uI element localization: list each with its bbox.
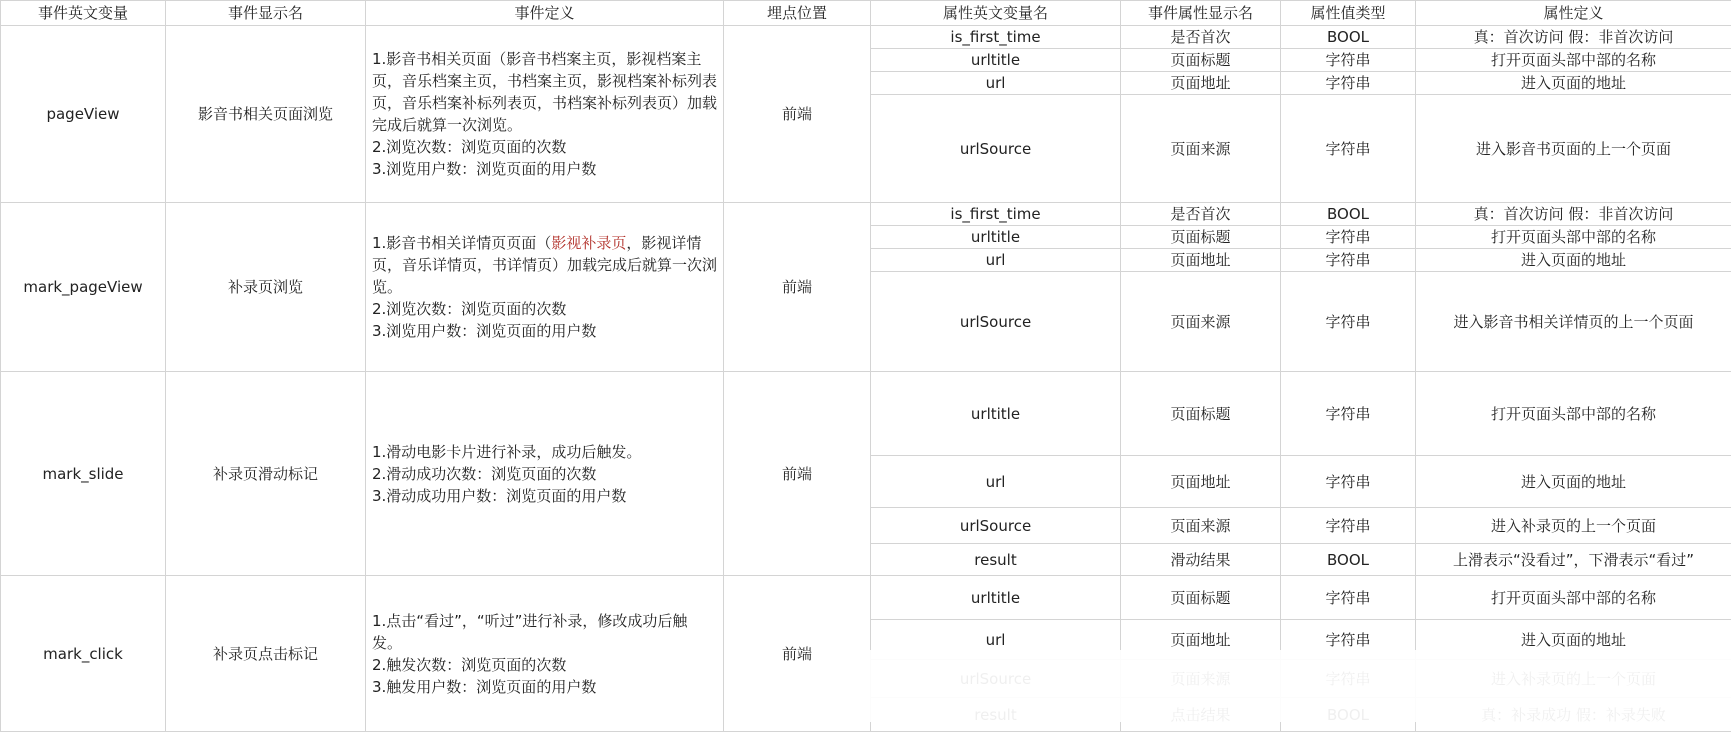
- table-row: [1, 576, 1731, 620]
- prop-def-cell[interactable]: 打开页面头部中部的名称: [1416, 372, 1731, 456]
- event-definition-cell[interactable]: [366, 372, 724, 576]
- prop-type-cell[interactable]: 字符串: [1281, 272, 1416, 372]
- prop-def-cell[interactable]: 进入影音书相关详情页的上一个页面: [1416, 272, 1731, 372]
- definition-line: 3.浏览用户数：浏览页面的用户数: [372, 158, 717, 180]
- event-name-cell[interactable]: mark_click: [1, 576, 166, 732]
- event-display-cell[interactable]: 补录页滑动标记: [166, 372, 366, 576]
- event-name-cell[interactable]: pageView: [1, 26, 166, 203]
- prop-type-cell[interactable]: BOOL: [1281, 26, 1416, 49]
- prop-def-cell[interactable]: 打开页面头部中部的名称: [1416, 226, 1731, 249]
- prop-display-cell[interactable]: 页面地址: [1121, 72, 1281, 95]
- prop-display-cell[interactable]: 页面标题: [1121, 226, 1281, 249]
- event-definition-cell[interactable]: [366, 26, 724, 203]
- prop-display-cell[interactable]: 页面标题: [1121, 49, 1281, 72]
- prop-var-cell[interactable]: url: [871, 249, 1121, 272]
- prop-display-cell[interactable]: 页面来源: [1121, 272, 1281, 372]
- event-definition-cell[interactable]: [366, 203, 724, 372]
- header-cell[interactable]: 属性定义: [1416, 1, 1731, 26]
- header-row: [1, 1, 1731, 26]
- event-location-cell[interactable]: 前端: [724, 576, 871, 732]
- prop-type-cell[interactable]: 字符串: [1281, 72, 1416, 95]
- prop-def-cell[interactable]: 进入页面的地址: [1416, 456, 1731, 508]
- prop-var-cell[interactable]: urlSource: [871, 272, 1121, 372]
- prop-display-cell[interactable]: 页面标题: [1121, 576, 1281, 620]
- event-definition-cell[interactable]: [366, 576, 724, 732]
- prop-display-cell[interactable]: 页面地址: [1121, 620, 1281, 660]
- prop-def-cell[interactable]: 打开页面头部中部的名称: [1416, 49, 1731, 72]
- prop-var-cell[interactable]: urlSource: [871, 508, 1121, 544]
- definition-line: 3.浏览用户数：浏览页面的用户数: [372, 320, 717, 342]
- prop-type-cell[interactable]: 字符串: [1281, 249, 1416, 272]
- definition-text: 1.影音书相关详情页页面（: [372, 234, 551, 252]
- definition-line: 3.滑动成功用户数：浏览页面的用户数: [372, 485, 717, 507]
- header-cell[interactable]: 埋点位置: [724, 1, 871, 26]
- prop-display-cell[interactable]: 是否首次: [1121, 26, 1281, 49]
- watermark-overlay: [868, 650, 1731, 722]
- prop-display-cell[interactable]: 页面地址: [1121, 456, 1281, 508]
- prop-display-cell[interactable]: 页面地址: [1121, 249, 1281, 272]
- prop-type-cell[interactable]: 字符串: [1281, 226, 1416, 249]
- table-row: [1, 26, 1731, 49]
- prop-var-cell[interactable]: url: [871, 620, 1121, 660]
- prop-var-cell[interactable]: urltitle: [871, 49, 1121, 72]
- prop-var-cell[interactable]: url: [871, 456, 1121, 508]
- definition-line: [372, 232, 717, 298]
- prop-type-cell[interactable]: BOOL: [1281, 544, 1416, 576]
- prop-var-cell[interactable]: is_first_time: [871, 26, 1121, 49]
- definition-line: 2.滑动成功次数：浏览页面的次数: [372, 463, 717, 485]
- event-display-cell[interactable]: 补录页点击标记: [166, 576, 366, 732]
- prop-def-cell[interactable]: 进入影音书页面的上一个页面: [1416, 95, 1731, 203]
- definition-line: 3.触发用户数：浏览页面的用户数: [372, 676, 717, 698]
- prop-type-cell[interactable]: 字符串: [1281, 456, 1416, 508]
- event-location-cell[interactable]: 前端: [724, 26, 871, 203]
- header-cell[interactable]: 事件定义: [366, 1, 724, 26]
- header-cell[interactable]: 事件属性显示名: [1121, 1, 1281, 26]
- event-display-cell[interactable]: 影音书相关页面浏览: [166, 26, 366, 203]
- event-display-cell[interactable]: 补录页浏览: [166, 203, 366, 372]
- definition-line: 2.触发次数：浏览页面的次数: [372, 654, 717, 676]
- prop-type-cell[interactable]: 字符串: [1281, 49, 1416, 72]
- prop-def-cell[interactable]: 进入补录页的上一个页面: [1416, 508, 1731, 544]
- prop-display-cell[interactable]: 页面来源: [1121, 508, 1281, 544]
- header-cell[interactable]: 属性英文变量名: [871, 1, 1121, 26]
- prop-def-cell[interactable]: 打开页面头部中部的名称: [1416, 576, 1731, 620]
- definition-line: 1.影音书相关页面（影音书档案主页，影视档案主页，音乐档案主页，书档案主页，影视档案补标列表页，音乐档案补标列表页，书档案补标列表页）加载完成后就算一次浏览。: [372, 48, 717, 136]
- prop-var-cell[interactable]: urlSource: [871, 95, 1121, 203]
- table-row: [1, 203, 1731, 226]
- prop-type-cell[interactable]: BOOL: [1281, 203, 1416, 226]
- prop-type-cell[interactable]: 字符串: [1281, 372, 1416, 456]
- prop-def-cell[interactable]: 进入页面的地址: [1416, 620, 1731, 660]
- highlighted-text: 影视补录页: [551, 234, 626, 252]
- header-cell[interactable]: 事件英文变量: [1, 1, 166, 26]
- prop-type-cell[interactable]: 字符串: [1281, 620, 1416, 660]
- prop-var-cell[interactable]: is_first_time: [871, 203, 1121, 226]
- definition-text: ，影视详情页，音乐详情页，书详情页）加载完成后就算一次浏览。: [372, 234, 717, 296]
- definition-line: 2.浏览次数：浏览页面的次数: [372, 136, 717, 158]
- definition-line: 2.浏览次数：浏览页面的次数: [372, 298, 717, 320]
- prop-type-cell[interactable]: 字符串: [1281, 95, 1416, 203]
- event-name-cell[interactable]: mark_pageView: [1, 203, 166, 372]
- prop-def-cell[interactable]: 进入页面的地址: [1416, 72, 1731, 95]
- prop-type-cell[interactable]: 字符串: [1281, 508, 1416, 544]
- event-location-cell[interactable]: 前端: [724, 372, 871, 576]
- prop-var-cell[interactable]: urltitle: [871, 372, 1121, 456]
- header-cell[interactable]: 属性值类型: [1281, 1, 1416, 26]
- prop-var-cell[interactable]: urltitle: [871, 226, 1121, 249]
- event-location-cell[interactable]: 前端: [724, 203, 871, 372]
- prop-def-cell[interactable]: 真：首次访问 假：非首次访问: [1416, 203, 1731, 226]
- prop-type-cell[interactable]: 字符串: [1281, 576, 1416, 620]
- definition-line: 1.滑动电影卡片进行补录，成功后触发。: [372, 441, 717, 463]
- header-cell[interactable]: 事件显示名: [166, 1, 366, 26]
- table-row: [1, 372, 1731, 456]
- prop-var-cell[interactable]: urltitle: [871, 576, 1121, 620]
- prop-def-cell[interactable]: 上滑表示“没看过”，下滑表示“看过”: [1416, 544, 1731, 576]
- prop-var-cell[interactable]: result: [871, 544, 1121, 576]
- prop-def-cell[interactable]: 真：首次访问 假：非首次访问: [1416, 26, 1731, 49]
- prop-display-cell[interactable]: 滑动结果: [1121, 544, 1281, 576]
- prop-display-cell[interactable]: 是否首次: [1121, 203, 1281, 226]
- prop-var-cell[interactable]: url: [871, 72, 1121, 95]
- definition-line: 1.点击“看过”，“听过”进行补录，修改成功后触发。: [372, 610, 717, 654]
- prop-display-cell[interactable]: 页面来源: [1121, 95, 1281, 203]
- prop-display-cell[interactable]: 页面标题: [1121, 372, 1281, 456]
- prop-def-cell[interactable]: 进入页面的地址: [1416, 249, 1731, 272]
- event-name-cell[interactable]: mark_slide: [1, 372, 166, 576]
